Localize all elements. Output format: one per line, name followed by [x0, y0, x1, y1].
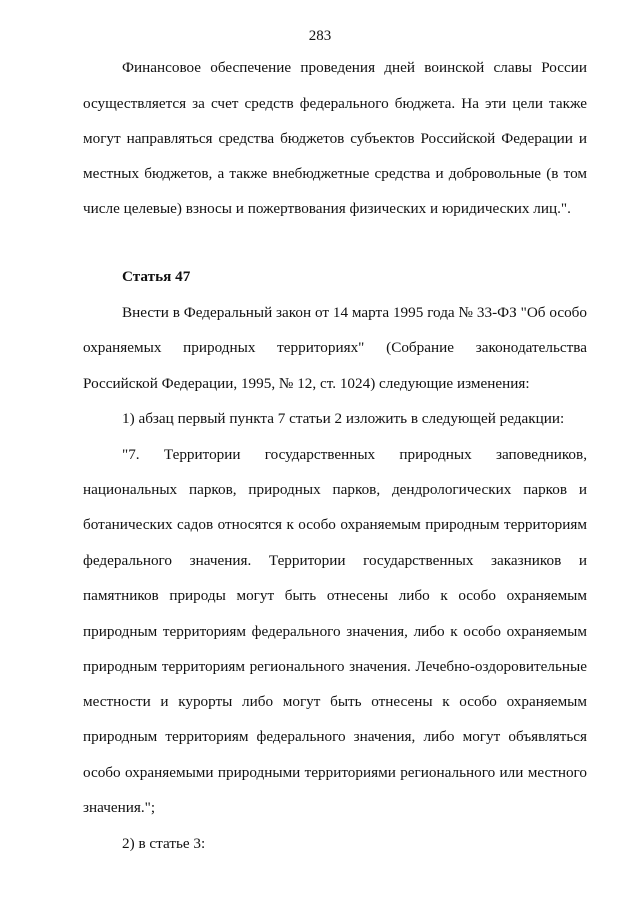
paragraph-2-line: Внести в Федеральный закон от 14 марта 1995 года № 33-ФЗ "Об особо	[122, 304, 587, 321]
paragraph-2-line: Российской Федерации, 1995, № 12, ст. 1024) следующие изменения:	[83, 375, 530, 392]
paragraph-2-line: охраняемых природных территориях" (Собрание законодательства	[83, 339, 587, 356]
page-number: 283	[308, 28, 332, 44]
list-item-1: 1) абзац первый пункта 7 статьи 2 изложить в следующей редакции:	[122, 410, 565, 427]
quote-line: местности и курорты либо могут быть отнесены к особо охраняемым	[83, 693, 587, 710]
quote-line: природным территориям федерального значения, либо к особо охраняемым	[83, 623, 587, 640]
paragraph-1-line: местных бюджетов, а также внебюджетные средства и добровольные (в том	[83, 165, 587, 182]
quote-line: природным территориям регионального значения. Лечебно-оздоровительные	[83, 658, 587, 675]
paragraph-1-line: могут направляться средства бюджетов субъектов Российской Федерации и	[83, 130, 587, 147]
quote-line: федерального значения. Территории государственных заказников и	[83, 552, 587, 569]
article-heading: Статья 47	[122, 268, 191, 285]
quote-line: природным территориям федерального значения, либо могут объявляться	[83, 728, 587, 745]
paragraph-1-line: Финансовое обеспечение проведения дней воинской славы России	[122, 59, 587, 76]
quote-line: ботанических садов относятся к особо охраняемым природным территориям	[83, 516, 587, 533]
quote-line: памятников природы могут быть отнесены либо к особо охраняемым	[83, 587, 587, 604]
list-item-2: 2) в статье 3:	[122, 835, 206, 852]
quote-line: национальных парков, природных парков, дендрологических парков и	[83, 481, 587, 498]
paragraph-1-line: числе целевые) взносы и пожертвования физических и юридических лиц.".	[83, 200, 571, 217]
quote-line: значения.";	[83, 799, 156, 816]
quote-line: особо охраняемыми природными территориями регионального или местного	[83, 764, 587, 781]
quote-line: "7. Территории государственных природных заповедников,	[122, 446, 587, 463]
paragraph-1-line: осуществляется за счет средств федерального бюджета. На эти цели также	[83, 95, 587, 112]
